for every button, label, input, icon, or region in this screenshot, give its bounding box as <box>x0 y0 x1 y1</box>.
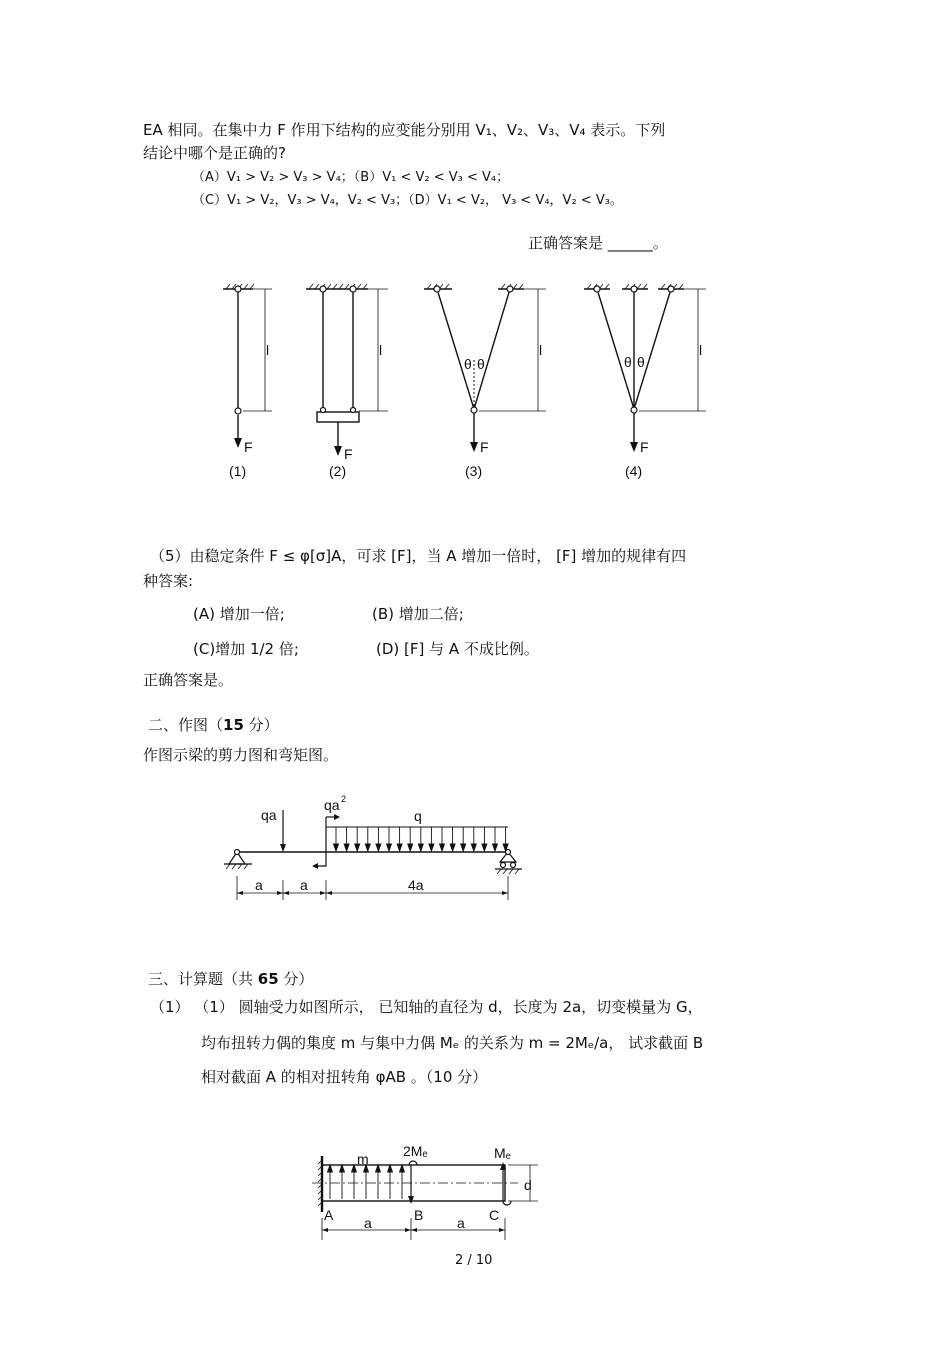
beam-distributed-load-label: q <box>414 808 422 824</box>
shaft-dim-a2: a <box>457 1215 465 1231</box>
shaft-point-B: B <box>414 1207 424 1223</box>
shaft-d-label: d <box>524 1177 532 1193</box>
fig2-length-label: l <box>379 342 383 358</box>
beam-dim-a1: a <box>255 877 263 893</box>
q4-line1: EA 相同。在集中力 F 作用下结构的应变能分别用 V₁、V₂、V₃、V₄ 表示。下列 <box>143 121 666 139</box>
fig4-theta-right: θ <box>637 354 645 370</box>
q5-option-d: (D) [F] 与 A 不成比例。 <box>376 640 539 658</box>
sec3-p1-line2: 均布扭转力偶的集度 m 与集中力偶 Mₑ 的关系为 m = 2Mₑ/a， 试求截面 B <box>201 1034 704 1052</box>
shaft-2Me-label: 2Mₑ <box>403 1143 428 1159</box>
distributed-torque-arrowhead <box>376 1165 381 1172</box>
distributed-torque-arrowhead <box>340 1165 345 1172</box>
q4-line2: 结论中哪个是正确的? <box>143 144 286 162</box>
q4-answer: 正确答案是 ______。 <box>528 234 668 252</box>
fig1-length-label: l <box>266 342 270 358</box>
q5-option-b: (B) 增加二倍; <box>372 605 464 623</box>
distributed-torque-arrowhead <box>352 1165 357 1172</box>
fig3-theta-right: θ <box>477 356 485 372</box>
beam-couple-label: qa <box>324 797 340 813</box>
q5-answer: 正确答案是。 <box>143 671 234 689</box>
beam-dim-a2: a <box>300 877 308 893</box>
distributed-torque-arrowhead <box>328 1165 333 1172</box>
fig3-theta-left: θ <box>464 356 472 372</box>
shaft-dim-a1: a <box>364 1215 372 1231</box>
shaft-point-A: A <box>324 1207 334 1223</box>
section2-title: 二、作图（15 分） <box>148 716 279 734</box>
fig-caption-1: (1) <box>229 463 247 479</box>
section3-title: 三、计算题（共 65 分） <box>148 970 314 988</box>
section2-description: 作图示梁的剪力图和弯矩图。 <box>143 746 339 764</box>
beam-dim-4a: 4a <box>408 877 424 893</box>
fig4-length-label: l <box>699 342 703 358</box>
fig3-force-label: F <box>480 439 489 455</box>
fig2-force-label: F <box>344 446 353 462</box>
q4-options-cd: （C）V₁ > V₂，V₃ > V₄，V₂ < V₃；（D）V₁ < V₂， V₃ < V₄，V₂ < V₃。 <box>192 193 623 208</box>
distributed-torque-arrowhead <box>400 1165 405 1172</box>
shaft-point-C: C <box>489 1207 500 1223</box>
fig4-force-label: F <box>640 439 649 455</box>
q5-option-a: (A) 增加一倍; <box>193 605 285 623</box>
q5-line1: （5）由稳定条件 F ≤ φ[σ]A，可求 [F]，当 A 增加一倍时， [F] 增加的规律有四 <box>150 547 687 565</box>
sec3-p1-line3: 相对截面 A 的相对扭转角 φAB 。（10 分） <box>201 1068 488 1086</box>
fig3-length-label: l <box>539 342 543 358</box>
fig-caption-2: (2) <box>329 463 347 479</box>
q4-options-ab: （A）V₁ > V₂ > V₃ > V₄；（B）V₁ < V₂ < V₃ < V₄； <box>192 170 510 185</box>
fig1-force-label: F <box>244 439 253 455</box>
q5-option-c: (C)增加 1/2 倍; <box>193 640 299 658</box>
shaft-m-label: m <box>357 1151 369 1167</box>
sec3-p1-line1: （1） （1） 圆轴受力如图所示， 已知轴的直径为 d，长度为 2a，切变模量为 G， <box>150 998 703 1016</box>
beam-point-load-label: qa <box>261 807 277 823</box>
fig-caption-4: (4) <box>625 463 643 479</box>
shaft-Me-label: Mₑ <box>494 1145 511 1161</box>
beam-couple-exponent: 2 <box>341 794 347 804</box>
page-number: 2 / 10 <box>455 1253 493 1268</box>
fig4-theta-left: θ <box>624 354 632 370</box>
q5-line2: 种答案: <box>143 572 194 590</box>
fig-caption-3: (3) <box>465 463 483 479</box>
distributed-torque-arrowhead <box>388 1165 393 1172</box>
